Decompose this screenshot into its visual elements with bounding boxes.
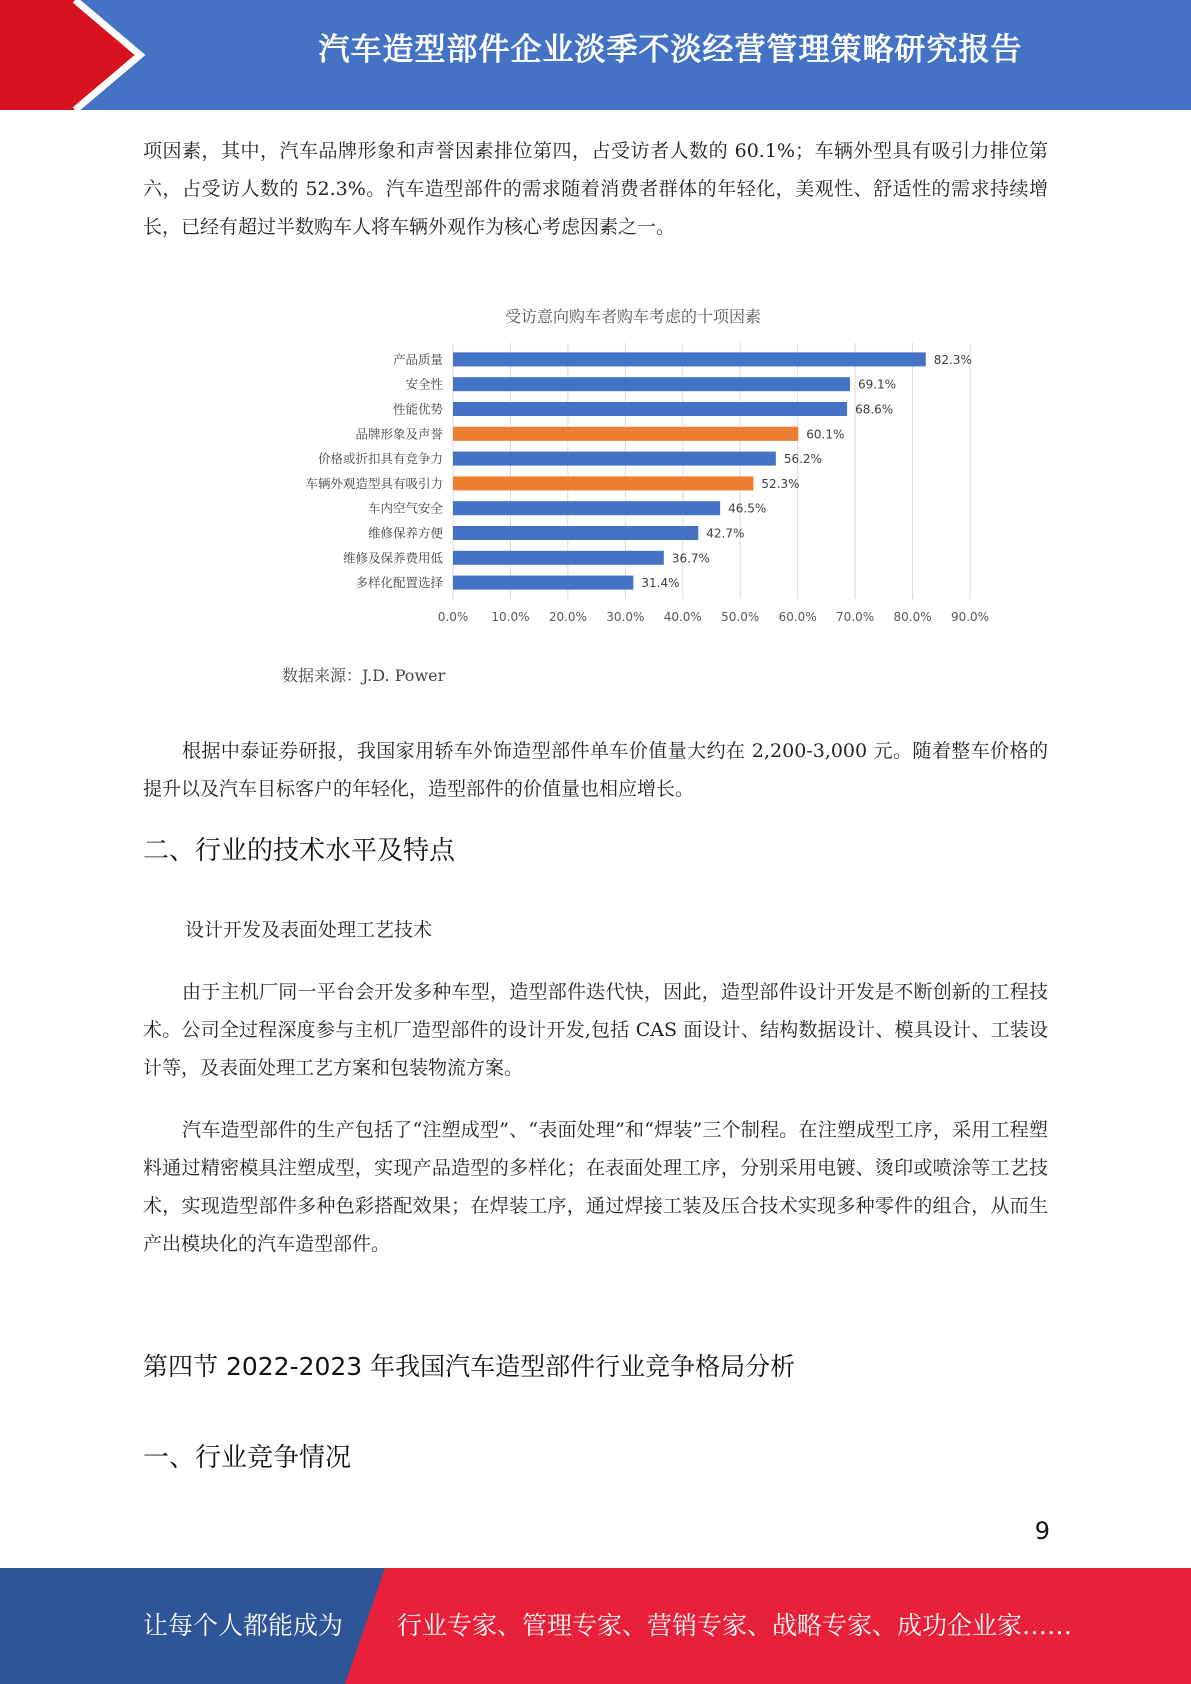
section-four-heading: 第四节 2022-2023 年我国汽车造型部件行业竞争格局分析 <box>143 1352 796 1381</box>
chart-x-tick-label: 0.0% <box>437 610 469 624</box>
chart-value-label: 60.1% <box>806 427 845 442</box>
chart-value-label: 82.3% <box>933 352 972 367</box>
chart-value-label: 31.4% <box>641 576 680 591</box>
chart-category-label: 多样化配置选择 <box>355 575 443 591</box>
chart-category-label: 性能优势 <box>392 401 443 417</box>
chart-x-tick-label: 50.0% <box>721 610 760 624</box>
chart-value-label: 56.2% <box>783 452 822 467</box>
chart-value-label: 68.6% <box>855 402 894 417</box>
chart-value-label: 69.1% <box>857 377 897 392</box>
chart-x-tick-label: 90.0% <box>950 610 990 624</box>
design-paragraph: 由于主机厂同一平台会开发多种车型，造型部件迭代快，因此，造型部件设计开发是不断创新的工程技术。公司全过程深度参与主机厂造型部件的设计开发,包括 CAS 面设计、结构数据设计、模具设计、工装设计等，及表面处理工艺方案和包装物流方案。 <box>143 981 1048 1079</box>
chart-x-tick-label: 60.0% <box>778 610 817 624</box>
section-tech-subheading: 设计开发及表面处理工艺技术 <box>185 919 433 941</box>
chart-category-label: 车辆外观造型具有吸引力 <box>305 475 443 491</box>
chart-value-label: 42.7% <box>706 526 745 541</box>
chart-bar <box>453 352 926 366</box>
chart-category-label: 品牌形象及声誉 <box>355 426 443 442</box>
chart-value-label: 36.7% <box>671 551 710 566</box>
chart-bar <box>453 501 720 515</box>
chart-bar <box>453 402 847 416</box>
chart-category-label: 维修保养方便 <box>367 525 443 541</box>
chart-value-label: 46.5% <box>728 501 767 516</box>
chart-category-label: 车内空气安全 <box>367 500 443 516</box>
chart-category-label: 价格或折扣具有竞争力 <box>317 451 443 467</box>
chart-category-label: 维修及保养费用低 <box>342 550 443 566</box>
chart-title: 受访意向购车者购车考虑的十项因素 <box>504 307 762 326</box>
header-arrow-decoration <box>0 0 160 110</box>
chart-x-tick-label: 40.0% <box>663 610 702 624</box>
factors-bar-chart <box>270 292 990 632</box>
chart-x-tick-label: 30.0% <box>606 610 645 624</box>
page-header <box>0 0 1191 110</box>
price-paragraph: 根据中泰证券研报，我国家用轿车外饰造型部件单车价值量大约在 2,200-3,000 元。随着整车价格的提升以及汽车目标客户的年轻化，造型部件的价值量也相应增长。 <box>143 740 1048 800</box>
intro-paragraph: 项因素，其中，汽车品牌形象和声誉因素排位第四，占受访者人数的 60.1%；车辆外型具有吸引力排位第六，占受访人数的 52.3%。汽车造型部件的需求随着消费者群体的年轻化，美观性、舒适性的需求持续增长，已经有超过半数购车人将车辆外观作为核心考虑因素之一。 <box>143 140 1048 238</box>
chart-svg <box>270 292 990 632</box>
footer-slogan-right: 行业专家、管理专家、营销专家、战略专家、成功企业家…… <box>397 1611 1073 1640</box>
chart-x-tick-label: 10.0% <box>491 610 530 624</box>
chart-x-tick-label: 70.0% <box>836 610 875 624</box>
chart-value-label: 52.3% <box>761 476 800 491</box>
chart-source: 数据来源：J.D. Power <box>282 666 446 685</box>
chart-bar <box>453 476 753 490</box>
chart-bar <box>453 576 633 590</box>
header-title: 汽车造型部件企业淡季不淡经营管理策略研究报告 <box>318 32 1023 68</box>
chart-bar <box>453 526 698 540</box>
footer-slogan-left: 让每个人都能成为 <box>143 1611 344 1640</box>
page-footer <box>0 1568 1191 1684</box>
production-paragraph: 汽车造型部件的生产包括了“注塑成型”、“表面处理”和“焊装”三个制程。在注塑成型工序，采用工程塑料通过精密模具注塑成型，实现产品造型的多样化；在表面处理工序，分别采用电镀、烫印或喷涂等工艺技术，实现造型部件多种色彩搭配效果；在焊装工序，通过焊接工装及压合技术实现多种零件的组合，从而生产出模块化的汽车造型部件。 <box>143 1119 1048 1255</box>
chart-category-label: 产品质量 <box>392 351 443 367</box>
section-tech-heading: 二、行业的技术水平及特点 <box>143 836 456 866</box>
page-number: 9 <box>1034 1517 1050 1545</box>
chart-x-tick-label: 80.0% <box>893 610 932 624</box>
chart-bar <box>453 377 850 391</box>
chart-category-label: 安全性 <box>405 376 443 392</box>
section-competition-heading: 一、行业竞争情况 <box>143 1443 352 1473</box>
chart-x-tick-label: 20.0% <box>548 610 587 624</box>
chart-bar <box>453 452 776 466</box>
chart-bar <box>453 427 798 441</box>
chart-bar <box>453 551 664 565</box>
